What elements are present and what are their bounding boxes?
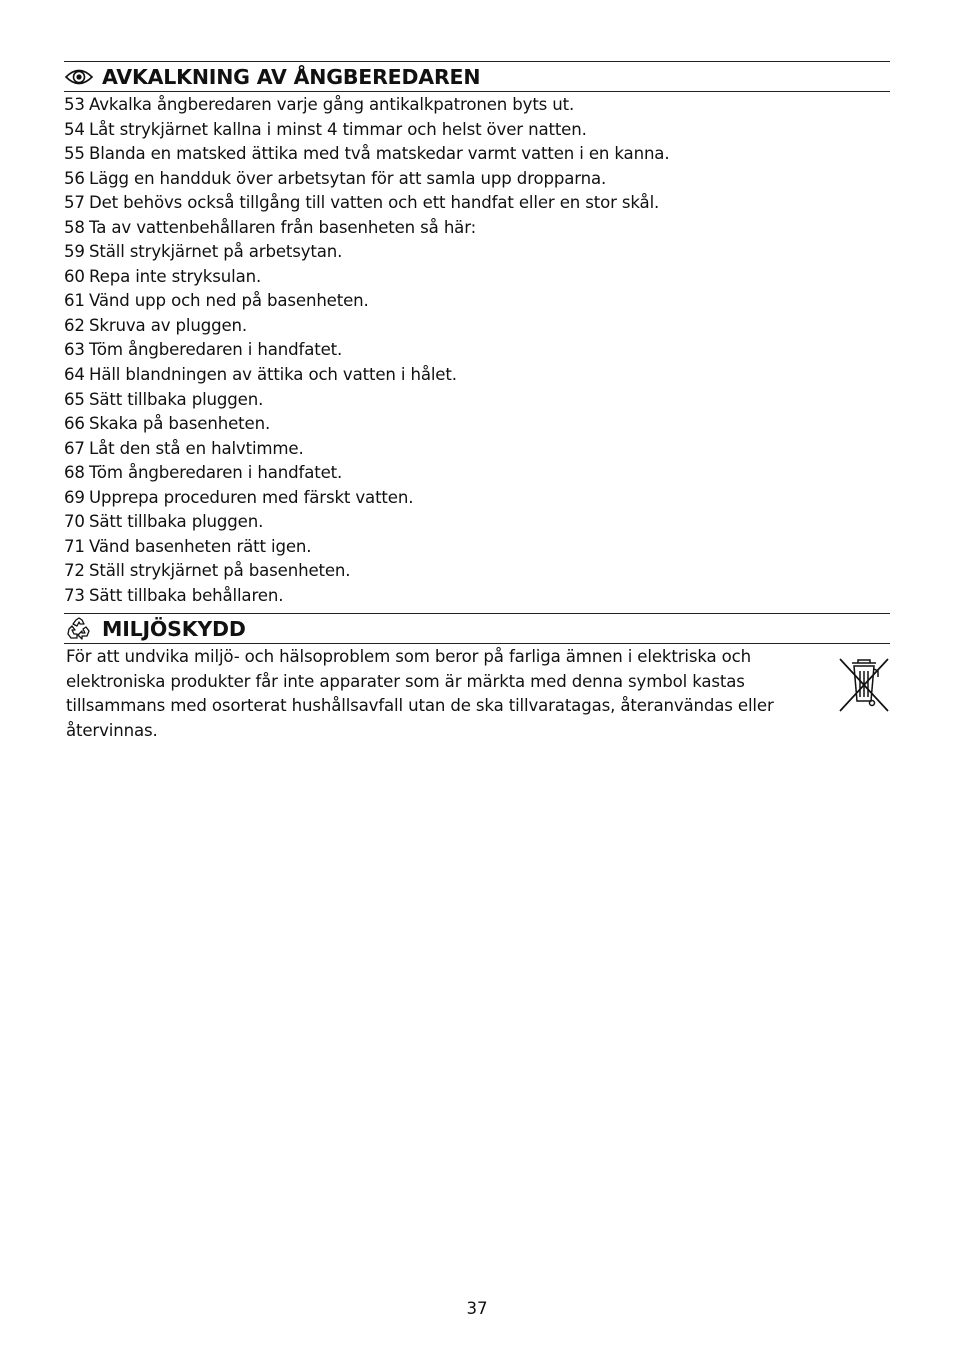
step-number: 65	[64, 389, 85, 409]
step-number: 71	[64, 536, 85, 556]
step-number: 61	[64, 291, 85, 311]
step-item	[64, 142, 890, 167]
step-item	[64, 338, 890, 363]
step-item	[64, 559, 890, 584]
section-title: MILJÖSKYDD	[102, 616, 246, 641]
step-item	[64, 216, 890, 241]
step-number: 54	[64, 119, 85, 139]
step-item	[64, 461, 890, 486]
step-number: 57	[64, 193, 85, 213]
step-item	[64, 584, 890, 609]
step-text: Det behövs också tillgång till vatten och ett handfat eller en stor skål.	[89, 193, 660, 213]
step-text: Lägg en handduk över arbetsytan för att samla upp dropparna.	[89, 168, 607, 188]
step-item	[64, 265, 890, 290]
step-text: Blanda en matsked ättika med två matskedar varmt vatten i en kanna.	[89, 144, 670, 164]
step-item	[64, 388, 890, 413]
step-number: 63	[64, 340, 85, 360]
step-text: Sätt tillbaka pluggen.	[89, 389, 264, 409]
step-text: Repa inte stryksulan.	[89, 266, 262, 286]
step-number: 55	[64, 144, 85, 164]
descaling-section	[64, 61, 890, 608]
eye-icon	[64, 65, 94, 89]
step-item	[64, 363, 890, 388]
environment-paragraph: För att undvika miljö- och hälsoproblem som beror på farliga ämnen i elektriska och elektroniska produkter får inte apparater som är märkta med denna symbol kastas tillsammans med osorterat hushållsavfall utan de ska tillvaratagas, återanvändas eller återvinnas.	[66, 647, 774, 740]
step-number: 64	[64, 365, 85, 385]
step-number: 62	[64, 315, 85, 335]
step-number: 56	[64, 168, 85, 188]
step-item	[64, 167, 890, 192]
section-heading	[64, 61, 890, 92]
step-item	[64, 289, 890, 314]
step-text: Skaka på basenheten.	[89, 414, 271, 434]
step-number: 59	[64, 242, 85, 262]
section-title: AVKALKNING AV ÅNGBEREDAREN	[102, 64, 481, 89]
step-number: 67	[64, 438, 85, 458]
section-heading	[64, 613, 890, 644]
crossed-out-wheelie-bin-icon	[838, 657, 890, 713]
step-text: Ställ strykjärnet på basenheten.	[89, 561, 351, 581]
step-text: Ställ strykjärnet på arbetsytan.	[89, 242, 343, 262]
environment-section	[64, 613, 890, 740]
step-item	[64, 118, 890, 143]
step-item	[64, 191, 890, 216]
step-number: 69	[64, 487, 85, 507]
step-text: Vänd upp och ned på basenheten.	[89, 291, 369, 311]
page-number: 37	[466, 1299, 488, 1318]
step-number: 72	[64, 561, 85, 581]
step-item	[64, 314, 890, 339]
step-text: Töm ångberedaren i handfatet.	[89, 463, 343, 483]
step-number: 60	[64, 266, 85, 286]
step-text: Sätt tillbaka pluggen.	[89, 512, 264, 532]
step-item	[64, 535, 890, 560]
step-text: Upprepa proceduren med färskt vatten.	[89, 487, 414, 507]
steps-list	[64, 93, 890, 608]
step-text: Ta av vattenbehållaren från basenheten så här:	[89, 217, 477, 237]
step-number: 70	[64, 512, 85, 532]
step-number: 68	[64, 463, 85, 483]
step-text: Vänd basenheten rätt igen.	[89, 536, 312, 556]
step-text: Skruva av pluggen.	[89, 315, 248, 335]
step-text: Töm ångberedaren i handfatet.	[89, 340, 343, 360]
step-item	[64, 486, 890, 511]
step-number: 53	[64, 95, 85, 114]
step-text: Sätt tillbaka behållaren.	[89, 585, 284, 605]
step-item	[64, 240, 890, 265]
step-text: Låt strykjärnet kallna i minst 4 timmar och helst över natten.	[89, 119, 587, 139]
step-item	[64, 93, 890, 118]
step-number: 58	[64, 217, 85, 237]
step-text: Avkalka ångberedaren varje gång antikalkpatronen byts ut.	[89, 95, 575, 114]
step-item	[64, 412, 890, 437]
step-item	[64, 510, 890, 535]
recycle-icon	[64, 617, 94, 641]
step-text: Låt den stå en halvtimme.	[89, 438, 304, 458]
step-number: 66	[64, 414, 85, 434]
step-item	[64, 437, 890, 462]
step-text: Häll blandningen av ättika och vatten i hålet.	[89, 365, 457, 385]
step-number: 73	[64, 585, 85, 605]
